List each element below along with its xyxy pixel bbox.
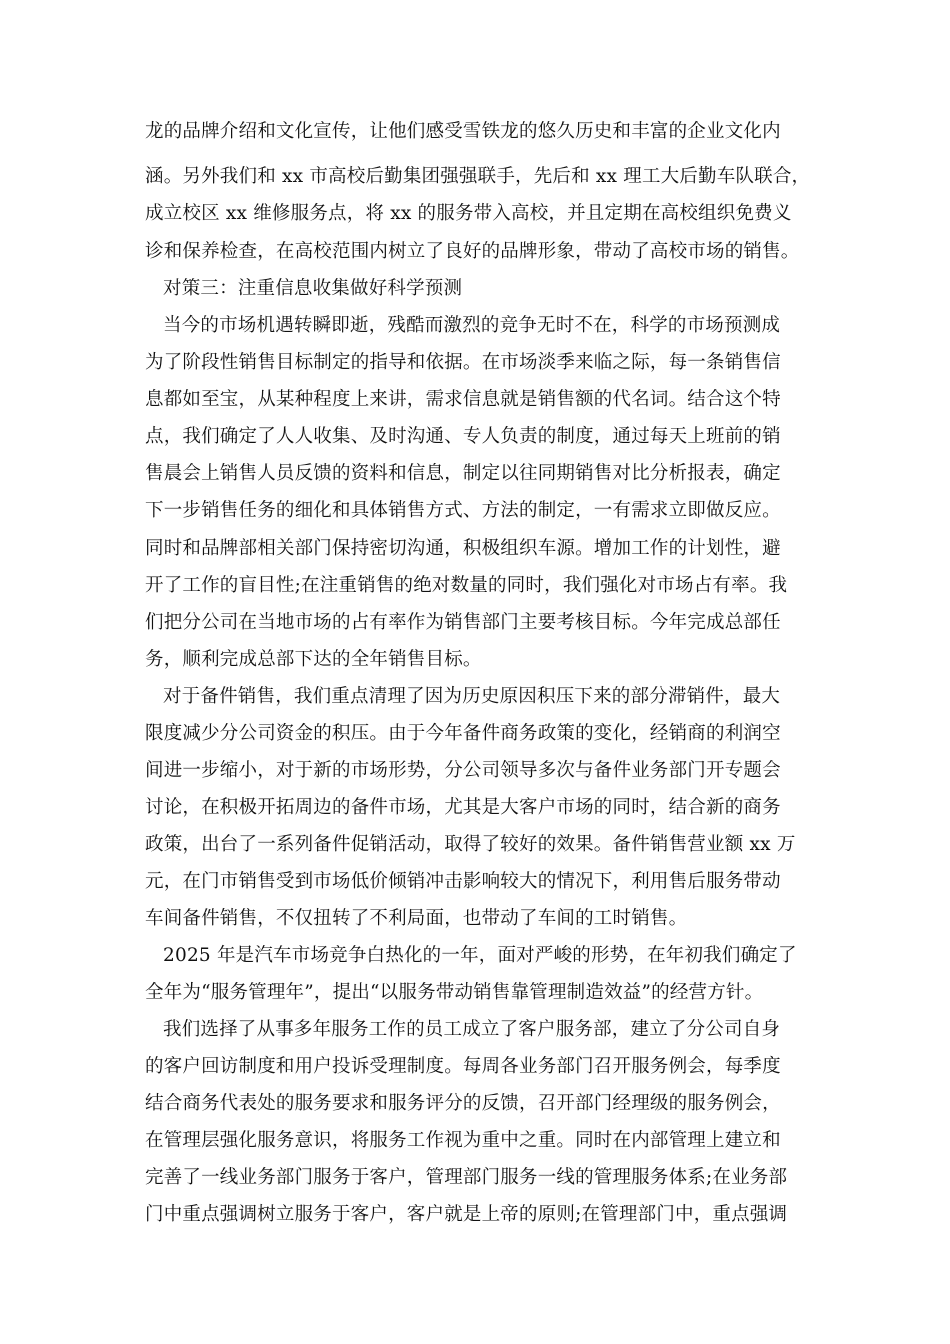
text-line: 的客户回访制度和用户投诉受理制度。每周各业务部门召开服务例会，每季度	[145, 1056, 781, 1077]
text-line: 间进一步缩小，对于新的市场形势，分公司领导多次与备件业务部门开专题会	[145, 760, 781, 781]
text-line: 车间备件销售，不仅扭转了不利局面，也带动了车间的工时销售。	[145, 908, 688, 929]
text-line: 成立校区 xx 维修服务点，将 xx 的服务带入高校，并且定期在高校组织免费义	[145, 203, 792, 224]
text-line: 开了工作的盲目性;在注重销售的绝对数量的同时，我们强化对市场占有率。我	[145, 575, 788, 596]
text-line: 息都如至宝，从某种程度上来讲，需求信息就是销售额的代名词。结合这个特	[145, 389, 781, 410]
paragraph-first-line: 对于备件销售，我们重点清理了因为历史原因积压下来的部分滞销件，最大	[163, 686, 781, 707]
paragraph-first-line: 我们选择了从事多年服务工作的员工成立了客户服务部，建立了分公司自身	[163, 1019, 781, 1040]
text-line: 点，我们确定了人人收集、及时沟通、专人负责的制度，通过每天上班前的销	[145, 426, 781, 447]
paragraph-first-line: 当今的市场机遇转瞬即逝，残酷而激烈的竞争无时不在，科学的市场预测成	[163, 315, 781, 336]
text-line: 在管理层强化服务意识，将服务工作视为重中之重。同时在内部管理上建立和	[145, 1130, 781, 1151]
text-line: 售晨会上销售人员反馈的资料和信息，制定以往同期销售对比分析报表，确定	[145, 463, 781, 484]
paragraph-first-line: 2025 年是汽车市场竞争白热化的一年，面对严峻的形势，在年初我们确定了	[163, 945, 797, 966]
text-line: 限度减少分公司资金的积压。由于今年备件商务政策的变化，经销商的利润空	[145, 723, 781, 744]
text-line: 下一步销售任务的细化和具体销售方式、方法的制定，一有需求立即做反应。	[145, 500, 781, 521]
text-line: 结合商务代表处的服务要求和服务评分的反馈，召开部门经理级的服务例会，	[145, 1093, 781, 1114]
text-line: 元，在门市销售受到市场低价倾销冲击影响较大的情况下，利用售后服务带动	[145, 871, 781, 892]
text-line: 全年为“服务管理年”，提出“以服务带动销售靠管理制造效益”的经营方针。	[145, 982, 764, 1003]
text-line: 龙的品牌介绍和文化宣传，让他们感受雪铁龙的悠久历史和丰富的企业文化内	[145, 121, 781, 142]
text-line: 政策，出台了一系列备件促销活动，取得了较好的效果。备件销售营业额 xx 万	[145, 834, 796, 855]
section-heading: 对策三：注重信息收集做好科学预测	[163, 278, 463, 299]
text-line: 门中重点强调树立服务于客户，客户就是上帝的原则;在管理部门中，重点强调	[145, 1204, 788, 1225]
text-line: 们把分公司在当地市场的占有率作为销售部门主要考核目标。今年完成总部任	[145, 612, 781, 633]
text-line: 务，顺利完成总部下达的全年销售目标。	[145, 649, 482, 670]
text-line: 为了阶段性销售目标制定的指导和依据。在市场淡季来临之际，每一条销售信	[145, 352, 781, 373]
text-line: 涵。另外我们和 xx 市高校后勤集团强强联手，先后和 xx 理工大后勤车队联合，	[145, 166, 811, 187]
text-line: 讨论，在积极开拓周边的备件市场，尤其是大客户市场的同时，结合新的商务	[145, 797, 781, 818]
text-line: 同时和品牌部相关部门保持密切沟通，积极组织车源。增加工作的计划性，避	[145, 538, 781, 559]
text-line: 诊和保养检查，在高校范围内树立了良好的品牌形象，带动了高校市场的销售。	[145, 241, 800, 262]
text-line: 完善了一线业务部门服务于客户，管理部门服务一线的管理服务体系;在业务部	[145, 1167, 788, 1188]
